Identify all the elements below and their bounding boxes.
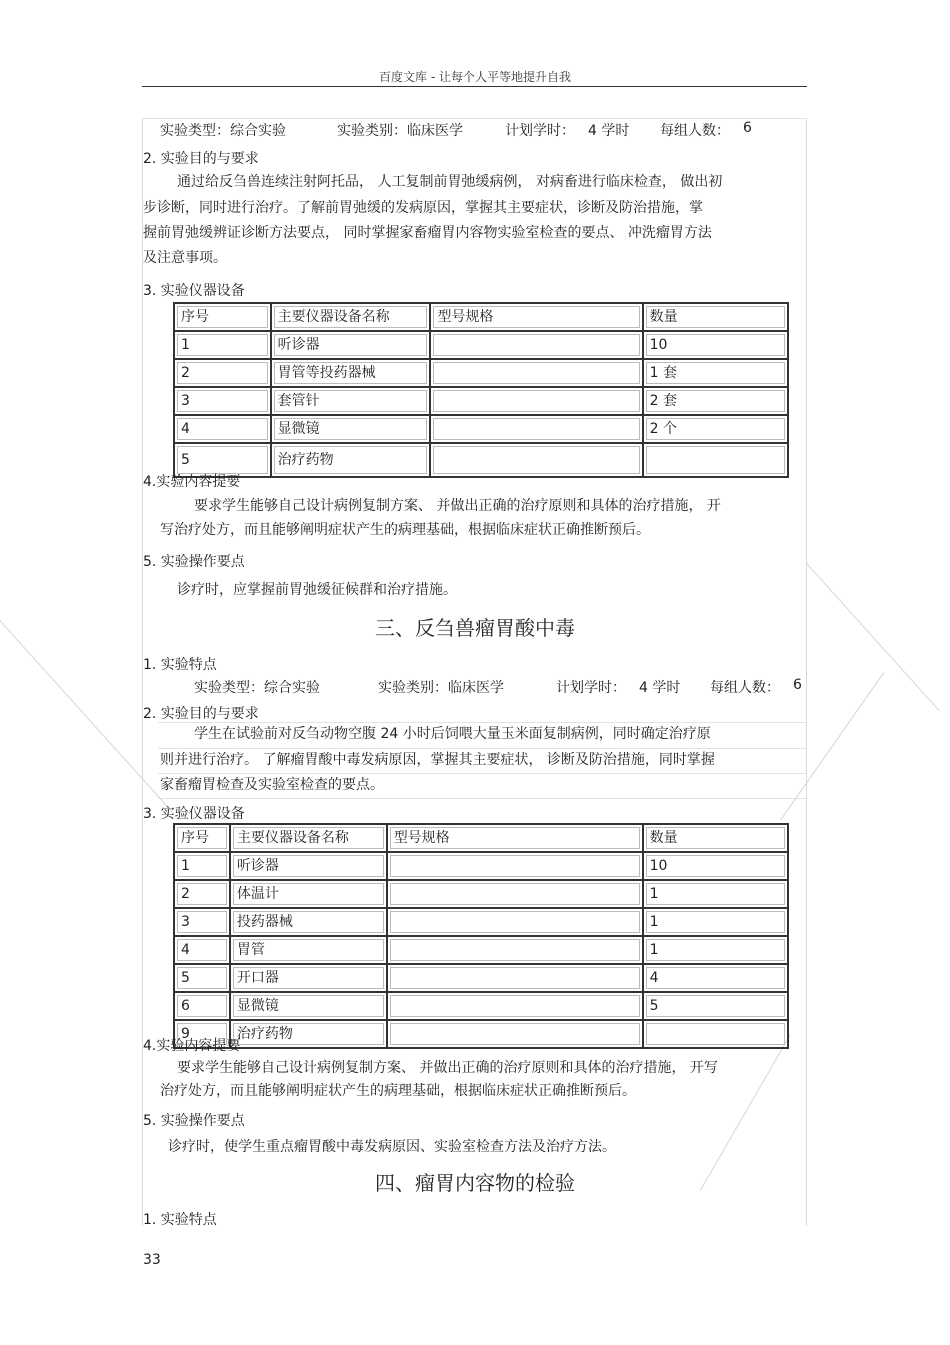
experiment-type: 实验类型：综合实验 [160, 123, 286, 139]
table-cell: 1 套 [646, 362, 785, 384]
section-heading: 4.实验内容提要 [143, 1038, 241, 1054]
table-cell [646, 1023, 785, 1045]
table-cell: 体温计 [233, 883, 384, 905]
paragraph-line: 要求学生能够自己设计病例复制方案、 并做出正确的治疗原则和具体的治疗措施， 开写 [177, 1060, 718, 1076]
group-size-label: 每组人数： [710, 680, 780, 696]
chapter-title: 四、瘤胃内容物的检验 [375, 1171, 575, 1195]
table-cell [390, 1023, 640, 1045]
watermark-line [780, 673, 884, 821]
column-header: 序号 [177, 306, 268, 328]
section-heading: 1. 实验特点 [143, 657, 217, 673]
planned-hours-label: 计划学时： [505, 123, 575, 139]
table-cell [390, 967, 640, 989]
table-cell: 显微镜 [274, 418, 428, 440]
table-cell [646, 446, 785, 474]
group-size-label: 每组人数： [660, 123, 730, 139]
header-rule [142, 86, 807, 87]
column-header: 数量 [646, 306, 785, 328]
section-heading: 5. 实验操作要点 [143, 1113, 245, 1129]
planned-hours: 4 学时 [639, 680, 681, 696]
table-cell: 显微镜 [233, 995, 384, 1017]
table-header-row [174, 824, 788, 852]
table-row [174, 359, 788, 387]
table-cell: 套管针 [274, 390, 428, 412]
table-row [174, 1020, 788, 1048]
table-cell [433, 334, 639, 356]
planned-hours: 4 学时 [588, 123, 630, 139]
table-cell: 2 [177, 883, 227, 905]
page-number: 33 [143, 1252, 161, 1268]
frame-line [158, 798, 806, 799]
table-cell [390, 911, 640, 933]
table-cell: 2 [177, 362, 268, 384]
column-header: 型号规格 [433, 306, 639, 328]
paragraph-line: 要求学生能够自己设计病例复制方案、 并做出正确的治疗原则和具体的治疗措施， 开 [194, 498, 721, 514]
table-cell: 4 [177, 418, 268, 440]
table-cell [433, 418, 639, 440]
table-row [174, 443, 788, 477]
table-cell: 1 [177, 855, 227, 877]
table-cell: 听诊器 [274, 334, 428, 356]
section-heading: 5. 实验操作要点 [143, 554, 245, 570]
table-cell [390, 883, 640, 905]
table-cell: 开口器 [233, 967, 384, 989]
paragraph-line: 通过给反刍兽连续注射阿托品， 人工复制前胃弛缓病例， 对病畜进行临床检查， 做出初 [177, 174, 723, 190]
table-cell: 投药器械 [233, 911, 384, 933]
table-cell: 4 [177, 939, 227, 961]
paragraph-line: 家畜瘤胃检查及实验室检查的要点。 [160, 777, 384, 793]
table-cell [390, 855, 640, 877]
section-heading: 2. 实验目的与要求 [143, 706, 259, 722]
table-header-row [174, 303, 788, 331]
section-heading: 1. 实验特点 [143, 1212, 217, 1228]
table-cell: 2 套 [646, 390, 785, 412]
planned-hours-label: 计划学时： [556, 680, 626, 696]
table-cell: 治疗药物 [274, 446, 428, 474]
table-cell: 1 [646, 939, 785, 961]
table-cell [433, 362, 639, 384]
table-row [174, 331, 788, 359]
section-heading: 3. 实验仪器设备 [143, 806, 245, 822]
column-header: 数量 [646, 827, 785, 849]
section-heading: 3. 实验仪器设备 [143, 283, 245, 299]
paragraph-line: 及注意事项。 [143, 250, 227, 266]
table-cell [433, 390, 639, 412]
table-cell: 3 [177, 390, 268, 412]
table-row [174, 908, 788, 936]
table-row [174, 936, 788, 964]
column-header: 序号 [177, 827, 227, 849]
table-row [174, 880, 788, 908]
table-cell: 9 [177, 1023, 227, 1045]
table-cell: 治疗药物 [233, 1023, 384, 1045]
paragraph-line: 学生在试验前对反刍动物空腹 24 小时后饲喂大量玉米面复制病例，同时确定治疗原 [194, 726, 711, 742]
paragraph-line: 步诊断，同时进行治疗。了解前胃弛缓的发病原因，掌握其主要症状，诊断及防治措施，掌 [143, 200, 703, 216]
table-cell [433, 446, 639, 474]
table-row [174, 852, 788, 880]
paragraph-line: 治疗处方，而且能够阐明症状产生的病理基础，根据临床症状正确推断预后。 [160, 1083, 636, 1099]
table-cell: 听诊器 [233, 855, 384, 877]
table-cell: 1 [646, 911, 785, 933]
table-row [174, 992, 788, 1020]
chapter-title: 三、反刍兽瘤胃酸中毒 [375, 616, 575, 640]
table-cell: 3 [177, 911, 227, 933]
experiment-category: 实验类别：临床医学 [378, 680, 504, 696]
table-row [174, 387, 788, 415]
table-row [174, 964, 788, 992]
paragraph-line: 握前胃弛缓辨证诊断方法要点， 同时掌握家畜瘤胃内容物实验室检查的要点、 冲洗瘤胃方法 [143, 225, 712, 241]
equipment-table [173, 823, 789, 1049]
table-cell [390, 995, 640, 1017]
experiment-type: 实验类型：综合实验 [194, 680, 320, 696]
section-heading: 2. 实验目的与要求 [143, 151, 259, 167]
page-header: 百度文库 - 让每个人平等地提升自我 [379, 70, 571, 84]
table-cell: 5 [177, 967, 227, 989]
section-heading: 4.实验内容提要 [143, 474, 241, 490]
table-cell: 1 [646, 883, 785, 905]
frame-line-top [142, 118, 806, 119]
paragraph-line: 写治疗处方，而且能够阐明症状产生的病理基础，根据临床症状正确推断预后。 [160, 522, 650, 538]
group-size: 6 [743, 120, 752, 136]
group-size: 6 [793, 677, 802, 693]
frame-line-right [806, 118, 807, 1226]
table-cell: 10 [646, 334, 785, 356]
table-cell: 2 个 [646, 418, 785, 440]
paragraph-line: 则并进行治疗。 了解瘤胃酸中毒发病原因，掌握其主要症状， 诊断及防治措施，同时掌握 [160, 752, 715, 768]
column-header: 主要仪器设备名称 [274, 306, 428, 328]
table-row [174, 415, 788, 443]
table-cell: 胃管 [233, 939, 384, 961]
paragraph-line: 诊疗时，应掌握前胃弛缓征候群和治疗措施。 [177, 582, 457, 598]
table-cell: 5 [177, 446, 268, 474]
column-header: 主要仪器设备名称 [233, 827, 384, 849]
table-cell: 10 [646, 855, 785, 877]
table-cell: 胃管等投药器械 [274, 362, 428, 384]
table-cell: 5 [646, 995, 785, 1017]
table-cell: 1 [177, 334, 268, 356]
table-cell: 4 [646, 967, 785, 989]
experiment-category: 实验类别：临床医学 [337, 123, 463, 139]
paragraph-line: 诊疗时，使学生重点瘤胃酸中毒发病原因、实验室检查方法及治疗方法。 [168, 1139, 616, 1155]
table-cell [390, 939, 640, 961]
table-cell: 6 [177, 995, 227, 1017]
column-header: 型号规格 [390, 827, 640, 849]
equipment-table [173, 302, 789, 478]
